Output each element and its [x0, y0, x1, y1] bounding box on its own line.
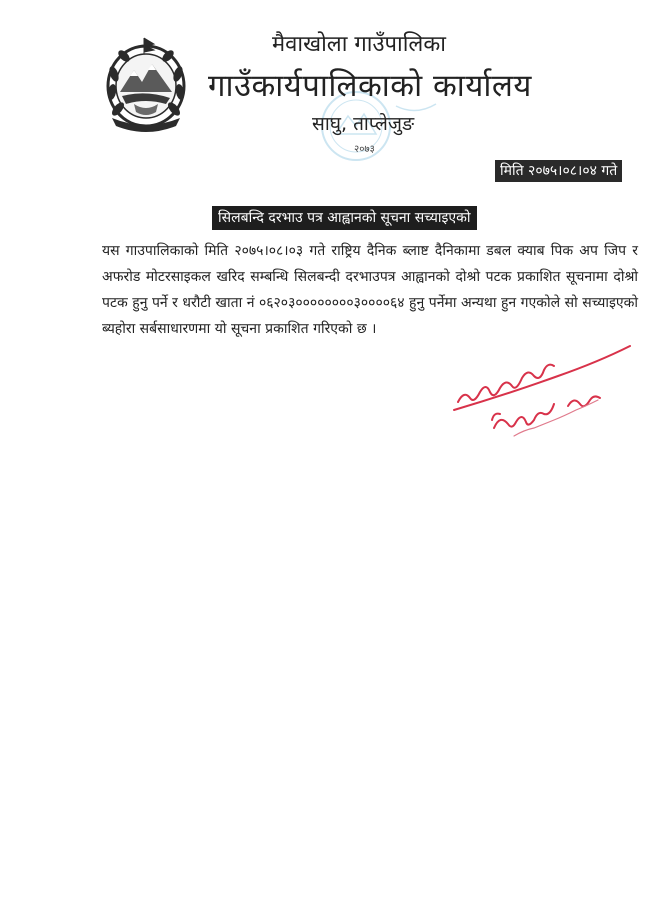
handwritten-signature-icon [448, 332, 638, 442]
municipality-name: मैवाखोला गाउँपालिका [272, 32, 446, 57]
notice-subject: सिलबन्दि दरभाउ पत्र आह्वानको सूचना सच्याइएको [212, 206, 477, 230]
nepal-emblem-icon [104, 34, 188, 132]
office-location: साघु, ताप्लेजुङ [312, 113, 415, 135]
established-year: २०७३ [354, 144, 375, 155]
office-name: गाउँकार्यपालिकाको कार्यालय [208, 68, 532, 104]
notice-body: यस गाउपालिकाको मिति २०७५।०८।०३ गते राष्ट्रिय दैनिक ब्लाष्ट दैनिकामा डबल क्याब पिक अप जिप र अफरोड मोटरसाइकल खरिद सम्बन्धि सिलबन्दी दरभाउपत्र आह्वानको दोश्रो पटक प्रकाशित सूचनामा दोश्रो पटक हुनु पर्ने र धरौटी खाता नं ०६२०३००००००००३००००६४ हुनु पर्नेमा अन्यथा हुन गएकोले सो सच्याइएको ब्यहोरा सर्बसाधारणमा यो सूचना प्रकाशित गरिएको छ । [102, 243, 638, 337]
notice-date: मिति २०७५।०८।०४ गते [495, 160, 622, 182]
